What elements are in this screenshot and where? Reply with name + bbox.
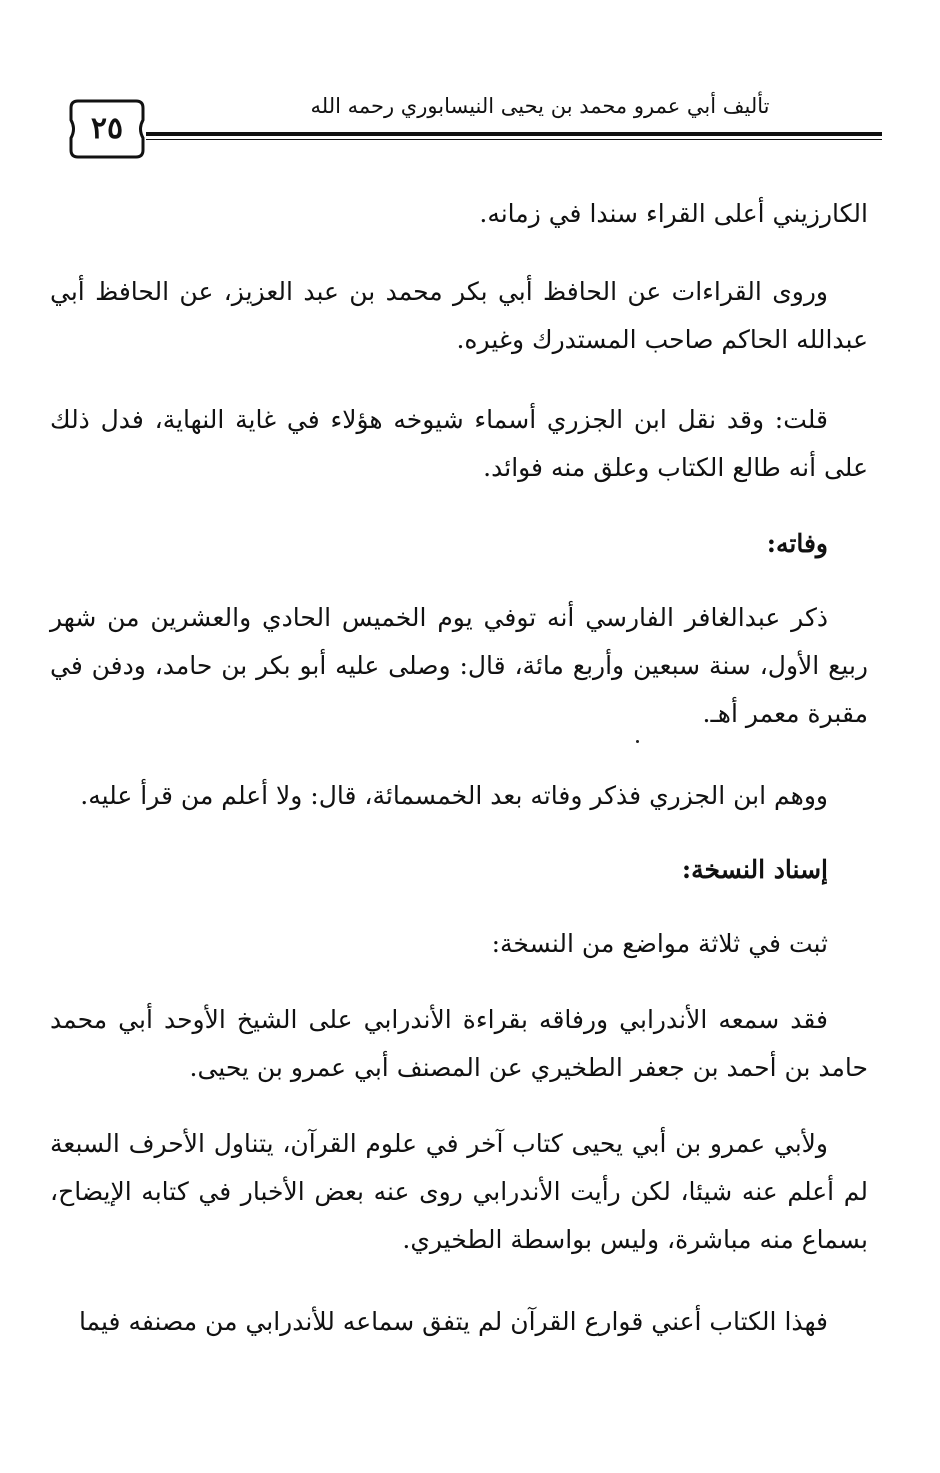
paragraph-1: الكارزيني أعلى القراء سندا في زمانه. xyxy=(479,199,868,228)
paragraph-7: فقد سمعه الأندرابي ورفاقه بقراءة الأندرابي على الشيخ الأوحد أبي محمد حامد بن أحمد بن جعفر الطخيري عن المصنف أبي عمرو بن يحيى. xyxy=(50,1005,868,1082)
paragraph-8: ولأبي عمرو بن أبي يحيى كتاب آخر في علوم القرآن، يتناول الأحرف السبعة لم أعلم عنه شيئا، لكن رأيت الأندرابي روى عنه بعض الأخبار في كتابه الإيضاح، بسماع منه مباشرة، وليس بواسطة الطخيري. xyxy=(50,1129,868,1254)
heading-manuscript-chain: إسناد النسخة: xyxy=(681,855,828,884)
paragraph-5: ووهم ابن الجزري فذكر وفاته بعد الخمسمائة، قال: ولا أعلم من قرأ عليه. xyxy=(80,781,828,810)
paragraph-6: ثبت في ثلاثة مواضع من النسخة: xyxy=(491,929,828,958)
page-number-frame xyxy=(68,98,146,160)
page-number: ٢٥ xyxy=(90,111,124,146)
running-header-title: تأليف أبي عمرو محمد بن يحيى النيسابوري رحمه الله xyxy=(310,94,770,118)
header-rule-thick xyxy=(146,132,882,136)
paragraph-9: فهذا الكتاب أعني قوارع القرآن لم يتفق سماعه للأندرابي من مصنفه فيما xyxy=(78,1307,828,1336)
page-header xyxy=(0,0,940,170)
header-rule-thin xyxy=(146,139,882,140)
paragraph-2: وروى القراءات عن الحافظ أبي بكر محمد بن عبد العزيز، عن الحافظ أبي عبدالله الحاكم صاحب المستدرك وغيره. xyxy=(50,277,868,354)
speck-mark xyxy=(636,740,639,743)
paragraph-3: قلت: وقد نقل ابن الجزري أسماء شيوخه هؤلاء في غاية النهاية، فدل ذلك على أنه طالع الكتاب وعلق منه فوائد. xyxy=(50,405,868,482)
paragraph-4: ذكر عبدالغافر الفارسي أنه توفي يوم الخميس الحادي والعشرين من شهر ربيع الأول، سنة سبعين وأربع مائة، قال: وصلى عليه أبو بكر بن حامد، ودفن في مقبرة معمر أهـ. xyxy=(50,603,868,728)
heading-death: وفاته: xyxy=(766,529,828,558)
